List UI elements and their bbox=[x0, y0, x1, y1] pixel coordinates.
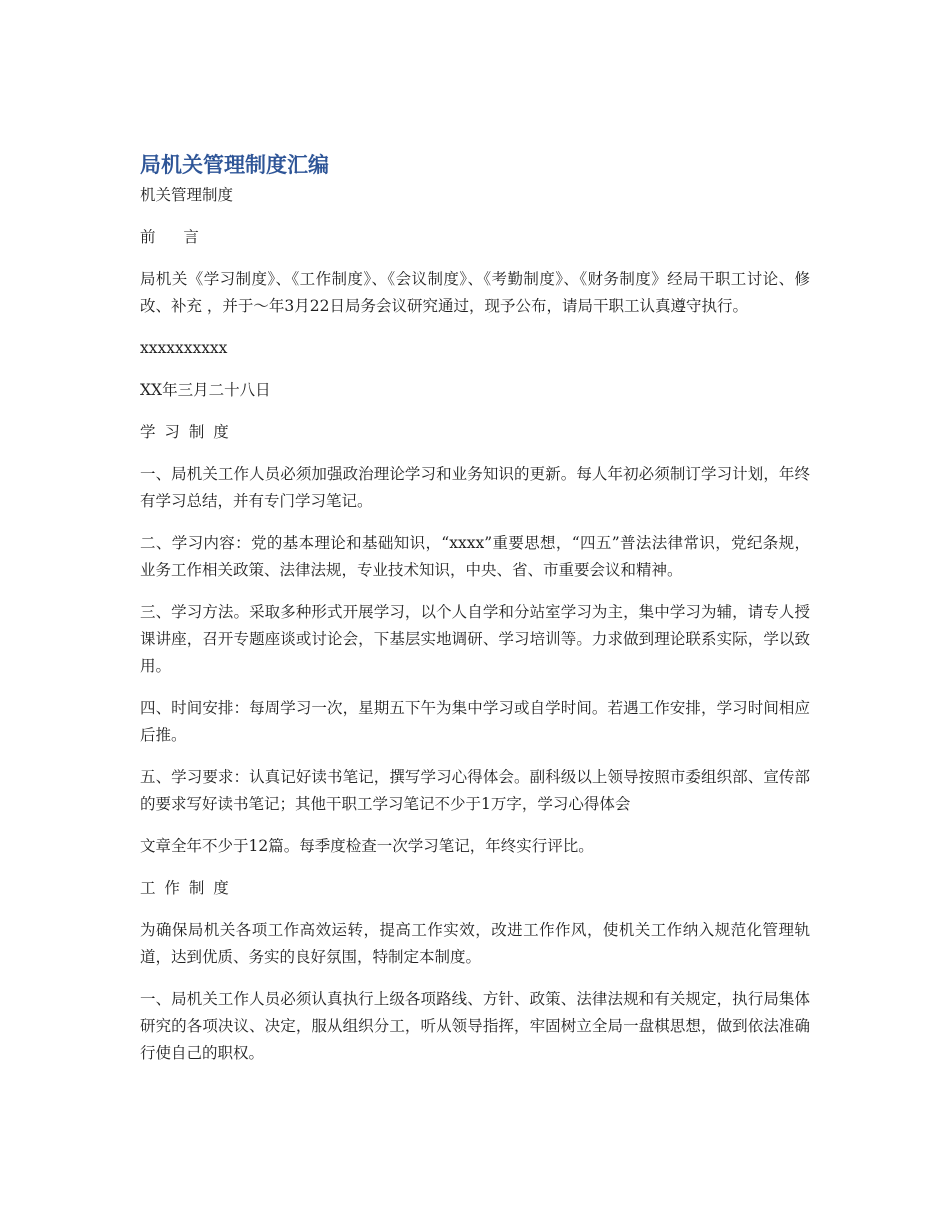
document-title: 局机关管理制度汇编 bbox=[140, 153, 329, 177]
document-body bbox=[140, 150, 810, 1082]
study-heading: 学 习 制 度 bbox=[140, 423, 231, 441]
work-heading: 工 作 制 度 bbox=[140, 879, 231, 897]
study-item: 二、学习内容：党的基本理论和基础知识，“xxxx”重要思想，“四五”普法法律常识，党纪条规，业务工作相关政策、法律法规，专业技术知识，中央、省、市重要会议和精神。 bbox=[140, 534, 810, 579]
work-item: 一、局机关工作人员必须认真执行上级各项路线、方针、政策、法律法规和有关规定，执行局集体研究的各项决议、决定，服从组织分工，听从领导指挥，牢固树立全局一盘棋思想，做到依法准确行使自己的职权。 bbox=[140, 990, 810, 1062]
study-item: 文章全年不少于12篇。每季度检查一次学习笔记，年终实行评比。 bbox=[140, 837, 594, 855]
study-item: 三、学习方法。采取多种形式开展学习，以个人自学和分站室学习为主，集中学习为辅，请专人授课讲座，召开专题座谈或讨论会，下基层实地调研、学习培训等。力求做到理论联系实际，学以致用。 bbox=[140, 603, 810, 675]
preface-paragraph: 局机关《学习制度》、《工作制度》、《会议制度》、《考勤制度》、《财务制度》经局干职工讨论、修改、补充 ，并于～年3月22日局务会议研究通过，现予公布，请局干职工认真遵守执行。 bbox=[140, 270, 810, 315]
signature-line: xxxxxxxxxx bbox=[140, 339, 228, 357]
date-line: XX年三月二十八日 bbox=[140, 381, 271, 399]
study-item: 一、局机关工作人员必须加强政治理论学习和业务知识的更新。每人年初必须制订学习计划，年终有学习总结，并有专门学习笔记。 bbox=[140, 465, 810, 510]
study-item: 四、时间安排：每周学习一次，星期五下午为集中学习或自学时间。若遇工作安排，学习时间相应后推。 bbox=[140, 699, 810, 744]
document-subtitle: 机关管理制度 bbox=[140, 186, 234, 204]
study-item: 五、学习要求：认真记好读书笔记，撰写学习心得体会。副科级以上领导按照市委组织部、宣传部的要求写好读书笔记；其他干职工学习笔记不少于1万字，学习心得体会 bbox=[140, 768, 810, 813]
preface-heading: 前 言 bbox=[140, 228, 205, 246]
work-intro: 为确保局机关各项工作高效运转，提高工作实效，改进工作作风，使机关工作纳入规范化管理轨道，达到优质、务实的良好氛围，特制定本制度。 bbox=[140, 921, 810, 966]
